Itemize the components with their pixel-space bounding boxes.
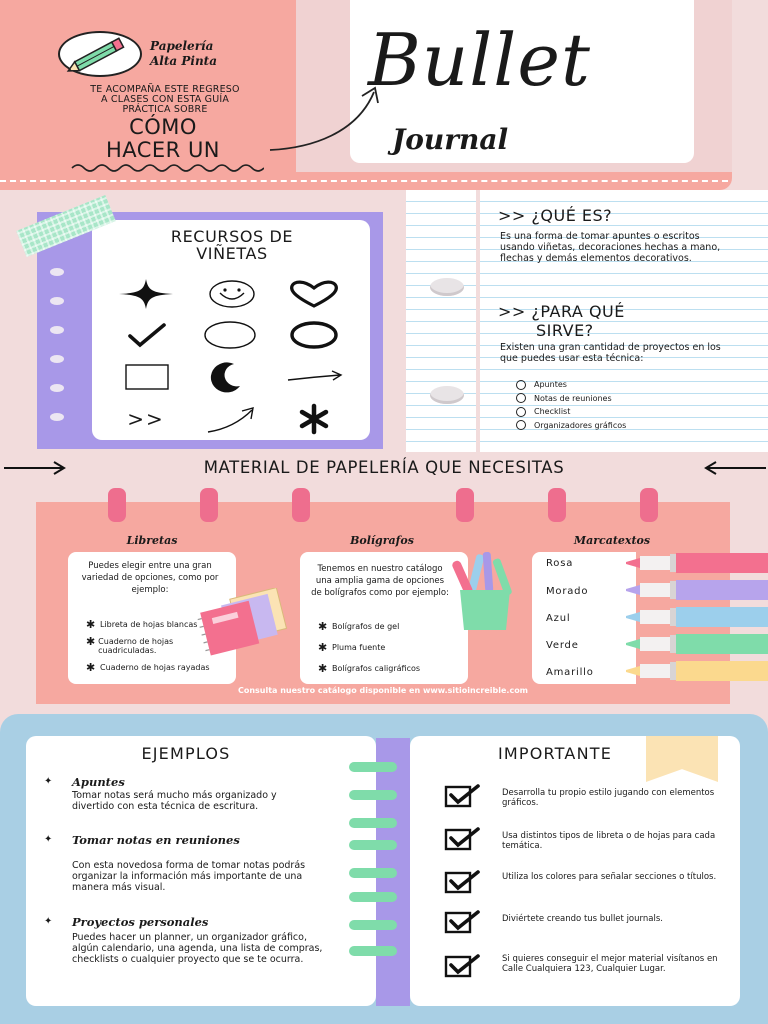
tagline-line: PRÁCTICA SOBRE bbox=[122, 104, 208, 115]
list-item-label: Organizadores gráficos bbox=[534, 420, 627, 430]
marker-morado bbox=[626, 580, 768, 600]
importante-item: Diviértete creando tus bullet journals. bbox=[502, 914, 663, 924]
punch-hole bbox=[50, 384, 64, 392]
list-item-label: Cuaderno de hojas cuadriculadas. bbox=[98, 637, 174, 655]
notebooks-illustration bbox=[196, 588, 296, 658]
marker-label: Azul bbox=[546, 613, 571, 624]
moon-icon bbox=[198, 360, 258, 394]
binder-tab bbox=[548, 488, 566, 522]
arrow-left-icon bbox=[704, 460, 766, 476]
star-bullet-icon: ✱ bbox=[86, 635, 96, 648]
punch-hole bbox=[50, 326, 64, 334]
binder-tab bbox=[200, 488, 218, 522]
arrow-right-icon bbox=[284, 360, 344, 394]
circle-bullet-icon bbox=[516, 380, 526, 390]
list-item bbox=[516, 419, 626, 433]
ejemplo-body: Tomar notas será mucho más organizado y divertido con esta técnica de escritura. bbox=[72, 790, 277, 812]
tagline-line: A CLASES CON ESTA GUÍA bbox=[100, 94, 230, 105]
marker-azul bbox=[626, 607, 768, 627]
binder-ring bbox=[430, 278, 464, 296]
list-item bbox=[86, 663, 216, 672]
checkbox-checked-icon bbox=[444, 954, 484, 978]
libretas-intro: Puedes elegir entre una gran variedad de opciones, como por ejemplo: bbox=[81, 561, 219, 595]
star-bullet-icon: ✱ bbox=[86, 661, 96, 674]
howto-heading bbox=[60, 116, 266, 162]
chevron-text: >> bbox=[127, 407, 165, 431]
ejemplos-title: EJEMPLOS bbox=[141, 744, 231, 763]
list-item-label: Pluma fuente bbox=[332, 643, 386, 652]
pen-cup-illustration bbox=[448, 552, 524, 636]
spiral-ring bbox=[349, 840, 397, 850]
importante-title: IMPORTANTE bbox=[497, 744, 613, 763]
para-que-title-line: SIRVE? bbox=[536, 321, 594, 340]
spiral-ring bbox=[349, 946, 397, 956]
brand-name bbox=[150, 39, 217, 69]
asterisk-icon bbox=[284, 402, 344, 436]
header-stitch bbox=[0, 180, 728, 182]
para-que-title-line: >> ¿PARA QUÉ bbox=[498, 302, 625, 321]
importante-item: Utiliza los colores para señalar secciones o títulos. bbox=[502, 872, 717, 882]
check-icon bbox=[116, 318, 176, 352]
vinetas-title-line: RECURSOS DE bbox=[170, 227, 294, 246]
list-item-label: Apuntes bbox=[534, 380, 567, 389]
marker-label: Morado bbox=[546, 586, 589, 597]
binder-tab bbox=[292, 488, 310, 522]
marker-verde bbox=[626, 634, 768, 654]
checkbox-checked-icon bbox=[444, 827, 484, 851]
circle-bullet-icon bbox=[516, 393, 526, 403]
list-item-label: Checklist bbox=[534, 407, 571, 416]
double-chevron-icon bbox=[116, 402, 176, 436]
list-item bbox=[318, 643, 458, 652]
que-es-title: >> ¿QUÉ ES? bbox=[498, 206, 613, 225]
marker-label: Rosa bbox=[546, 558, 574, 569]
tagline-line: TE ACOMPAÑA ESTE REGRESO bbox=[90, 84, 240, 95]
list-item bbox=[516, 405, 626, 419]
circle-bullet-icon bbox=[516, 420, 526, 430]
importante-item: Usa distintos tipos de libreta o de hojas para cada temática. bbox=[502, 831, 716, 851]
ejemplo-heading: Apuntes bbox=[72, 775, 125, 789]
ejemplo-heading: Tomar notas en reuniones bbox=[72, 833, 240, 847]
heart-icon bbox=[284, 277, 344, 311]
sparkle-bullet-icon: ✦ bbox=[44, 916, 53, 927]
circle-thin-icon bbox=[200, 318, 260, 352]
list-item bbox=[516, 378, 626, 392]
binder-tab bbox=[108, 488, 126, 522]
list-item-label: Libreta de hojas blancas bbox=[100, 620, 198, 629]
circle-bold-icon bbox=[284, 318, 344, 352]
title-bullet: Bullet bbox=[368, 18, 591, 102]
howto-line: HACER UN bbox=[105, 138, 221, 162]
checkbox-checked-icon bbox=[444, 870, 484, 894]
material-title: MATERIAL DE PAPELERÍA QUE NECESITAS bbox=[203, 458, 565, 477]
para-que-title bbox=[498, 302, 625, 340]
boligrafos-intro: Tenemos en nuestro catálogo una amplia gama de opciones de bolígrafos como por ejemplo: bbox=[311, 564, 449, 598]
marker-amarillo bbox=[626, 661, 768, 681]
uses-list bbox=[516, 378, 626, 432]
importante-item: Desarrolla tu propio estilo jugando con elementos gráficos. bbox=[502, 788, 715, 808]
star-bullet-icon: ✱ bbox=[86, 618, 96, 631]
list-item-label: Bolígrafos caligráficos bbox=[332, 664, 421, 673]
boligrafos-list bbox=[318, 622, 458, 685]
spiral-ring bbox=[349, 818, 397, 828]
marker-rosa bbox=[626, 553, 768, 573]
catalog-note: Consulta nuestro catálogo disponible en www.sitioincreible.com bbox=[237, 686, 529, 695]
para-que-body: Existen una gran cantidad de proyectos en los que puedes usar esta técnica: bbox=[500, 342, 721, 364]
importante-item: Si quieres conseguir el mejor material visítanos en Calle Cualquiera 123, Cualquier Lugar. bbox=[502, 954, 718, 974]
spiral-ring bbox=[349, 762, 397, 772]
que-es-body: Es una forma de tomar apuntes o escritos usando viñetas, decoraciones hechas a mano, flechas y demás elementos decorativos. bbox=[500, 231, 721, 264]
punch-hole bbox=[50, 355, 64, 363]
sparkle-icon bbox=[116, 277, 176, 311]
list-item-label: Bolígrafos de gel bbox=[332, 622, 400, 631]
square-icon bbox=[116, 360, 176, 394]
punch-hole bbox=[50, 297, 64, 305]
circle-bullet-icon bbox=[516, 407, 526, 417]
sparkle-bullet-icon: ✦ bbox=[44, 834, 53, 845]
brand-line-1: Papelería bbox=[150, 39, 214, 53]
list-item-label: Notas de reuniones bbox=[534, 393, 612, 403]
spiral-ring bbox=[349, 920, 397, 930]
marcatextos-title: Marcatextos bbox=[573, 534, 651, 547]
arrow-right-icon bbox=[4, 460, 66, 476]
ejemplo-body: Puedes hacer un planner, un organizador gráfico, algún calendario, una agenda, una lista de compras, checklists o cualquier proyecto que se te ocurra. bbox=[72, 932, 323, 965]
brand-line-2: Alta Pinta bbox=[150, 54, 217, 68]
binder-tab bbox=[456, 488, 474, 522]
howto-line: CÓMO bbox=[129, 115, 197, 139]
vinetas-title bbox=[118, 228, 346, 262]
libretas-title: Libretas bbox=[126, 534, 178, 547]
binder-ring bbox=[430, 386, 464, 404]
star-bullet-icon: ✱ bbox=[318, 620, 328, 633]
spiral-ring bbox=[349, 868, 397, 878]
list-item bbox=[318, 664, 458, 673]
punch-hole bbox=[50, 268, 64, 276]
pencil-logo-icon bbox=[58, 31, 142, 77]
marker-label: Amarillo bbox=[546, 667, 594, 678]
checkbox-checked-icon bbox=[444, 784, 484, 808]
star-bullet-icon: ✱ bbox=[318, 662, 328, 675]
spiral-ring bbox=[349, 790, 397, 800]
punch-hole bbox=[50, 413, 64, 421]
marker-label: Verde bbox=[546, 640, 579, 651]
checkbox-checked-icon bbox=[444, 910, 484, 934]
list-item bbox=[516, 392, 626, 406]
list-item bbox=[318, 622, 458, 631]
binder-tab bbox=[640, 488, 658, 522]
vinetas-title-line: VIÑETAS bbox=[196, 244, 268, 263]
sparkle-bullet-icon: ✦ bbox=[44, 776, 53, 787]
smiley-icon bbox=[202, 277, 262, 311]
list-item-label: Cuaderno de hojas rayadas bbox=[100, 663, 210, 672]
ruled-divider bbox=[476, 190, 480, 452]
ejemplo-heading: Proyectos personales bbox=[72, 915, 209, 929]
tagline bbox=[56, 85, 274, 115]
title-journal: Journal bbox=[392, 123, 509, 156]
star-bullet-icon: ✱ bbox=[318, 641, 328, 654]
boligrafos-title: Bolígrafos bbox=[350, 534, 414, 547]
squiggle-decoration bbox=[70, 162, 264, 174]
arrow-up-right-icon bbox=[200, 402, 260, 436]
ejemplo-body: Con esta novedosa forma de tomar notas podrás organizar la información más importante de una manera más visual. bbox=[72, 860, 306, 893]
spiral-ring bbox=[349, 892, 397, 902]
